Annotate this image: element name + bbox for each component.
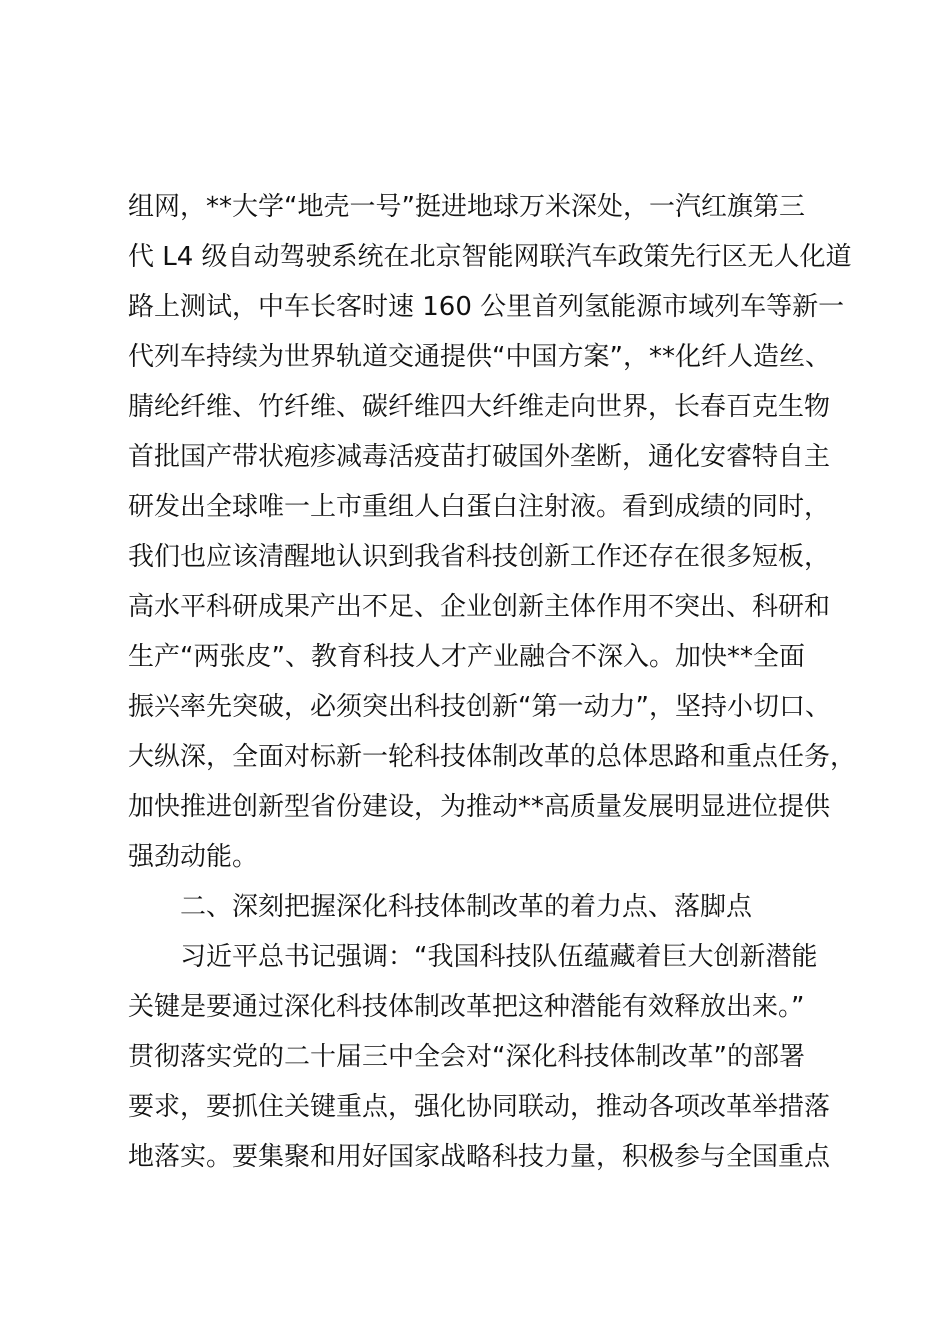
text-line: 我们也应该清醒地认识到我省科技创新工作还存在很多短板， <box>128 542 831 572</box>
text-line: 关键是要通过深化科技体制改革把这种潜能有效释放出来。” <box>128 992 805 1022</box>
text-line: 振兴率先突破，必须突出科技创新“第一动力”，坚持小切口、 <box>128 692 831 722</box>
text-line: 贯彻落实党的二十届三中全会对“深化科技体制改革”的部署 <box>128 1042 805 1072</box>
text-line: 首批国产带状疱疹减毒活疫苗打破国外垄断，通化安睿特自主 <box>128 442 831 472</box>
text-line: 大纵深，全面对标新一轮科技体制改革的总体思路和重点任务， <box>128 742 857 772</box>
text-line: 要求，要抓住关键重点，强化协同联动，推动各项改革举措落 <box>128 1092 831 1122</box>
text-line: 代 L4 级自动驾驶系统在北京智能网联汽车政策先行区无人化道 <box>128 242 852 272</box>
text-line: 生产“两张皮”、教育科技人才产业融合不深入。加快**全面 <box>128 642 805 672</box>
text-line: 组网，**大学“地壳一号”挺进地球万米深处，一汽红旗第三 <box>128 192 805 222</box>
text-line: 加快推进创新型省份建设，为推动**高质量发展明显进位提供 <box>128 792 831 822</box>
section-heading: 二、深刻把握深化科技体制改革的着力点、落脚点 <box>180 892 753 922</box>
text-line: 习近平总书记强调：“我国科技队伍蕴藏着巨大创新潜能 <box>180 942 818 972</box>
text-line: 地落实。要集聚和用好国家战略科技力量，积极参与全国重点 <box>128 1142 831 1172</box>
text-line: 路上测试，中车长客时速 160 公里首列氢能源市域列车等新一 <box>128 292 845 322</box>
text-line: 代列车持续为世界轨道交通提供“中国方案”，**化纤人造丝、 <box>128 342 831 372</box>
text-line: 腈纶纤维、竹纤维、碳纤维四大纤维走向世界，长春百克生物 <box>128 392 831 422</box>
text-line: 高水平科研成果产出不足、企业创新主体作用不突出、科研和 <box>128 592 831 622</box>
text-line: 强劲动能。 <box>128 842 259 872</box>
text-line: 研发出全球唯一上市重组人白蛋白注射液。看到成绩的同时， <box>128 492 831 522</box>
